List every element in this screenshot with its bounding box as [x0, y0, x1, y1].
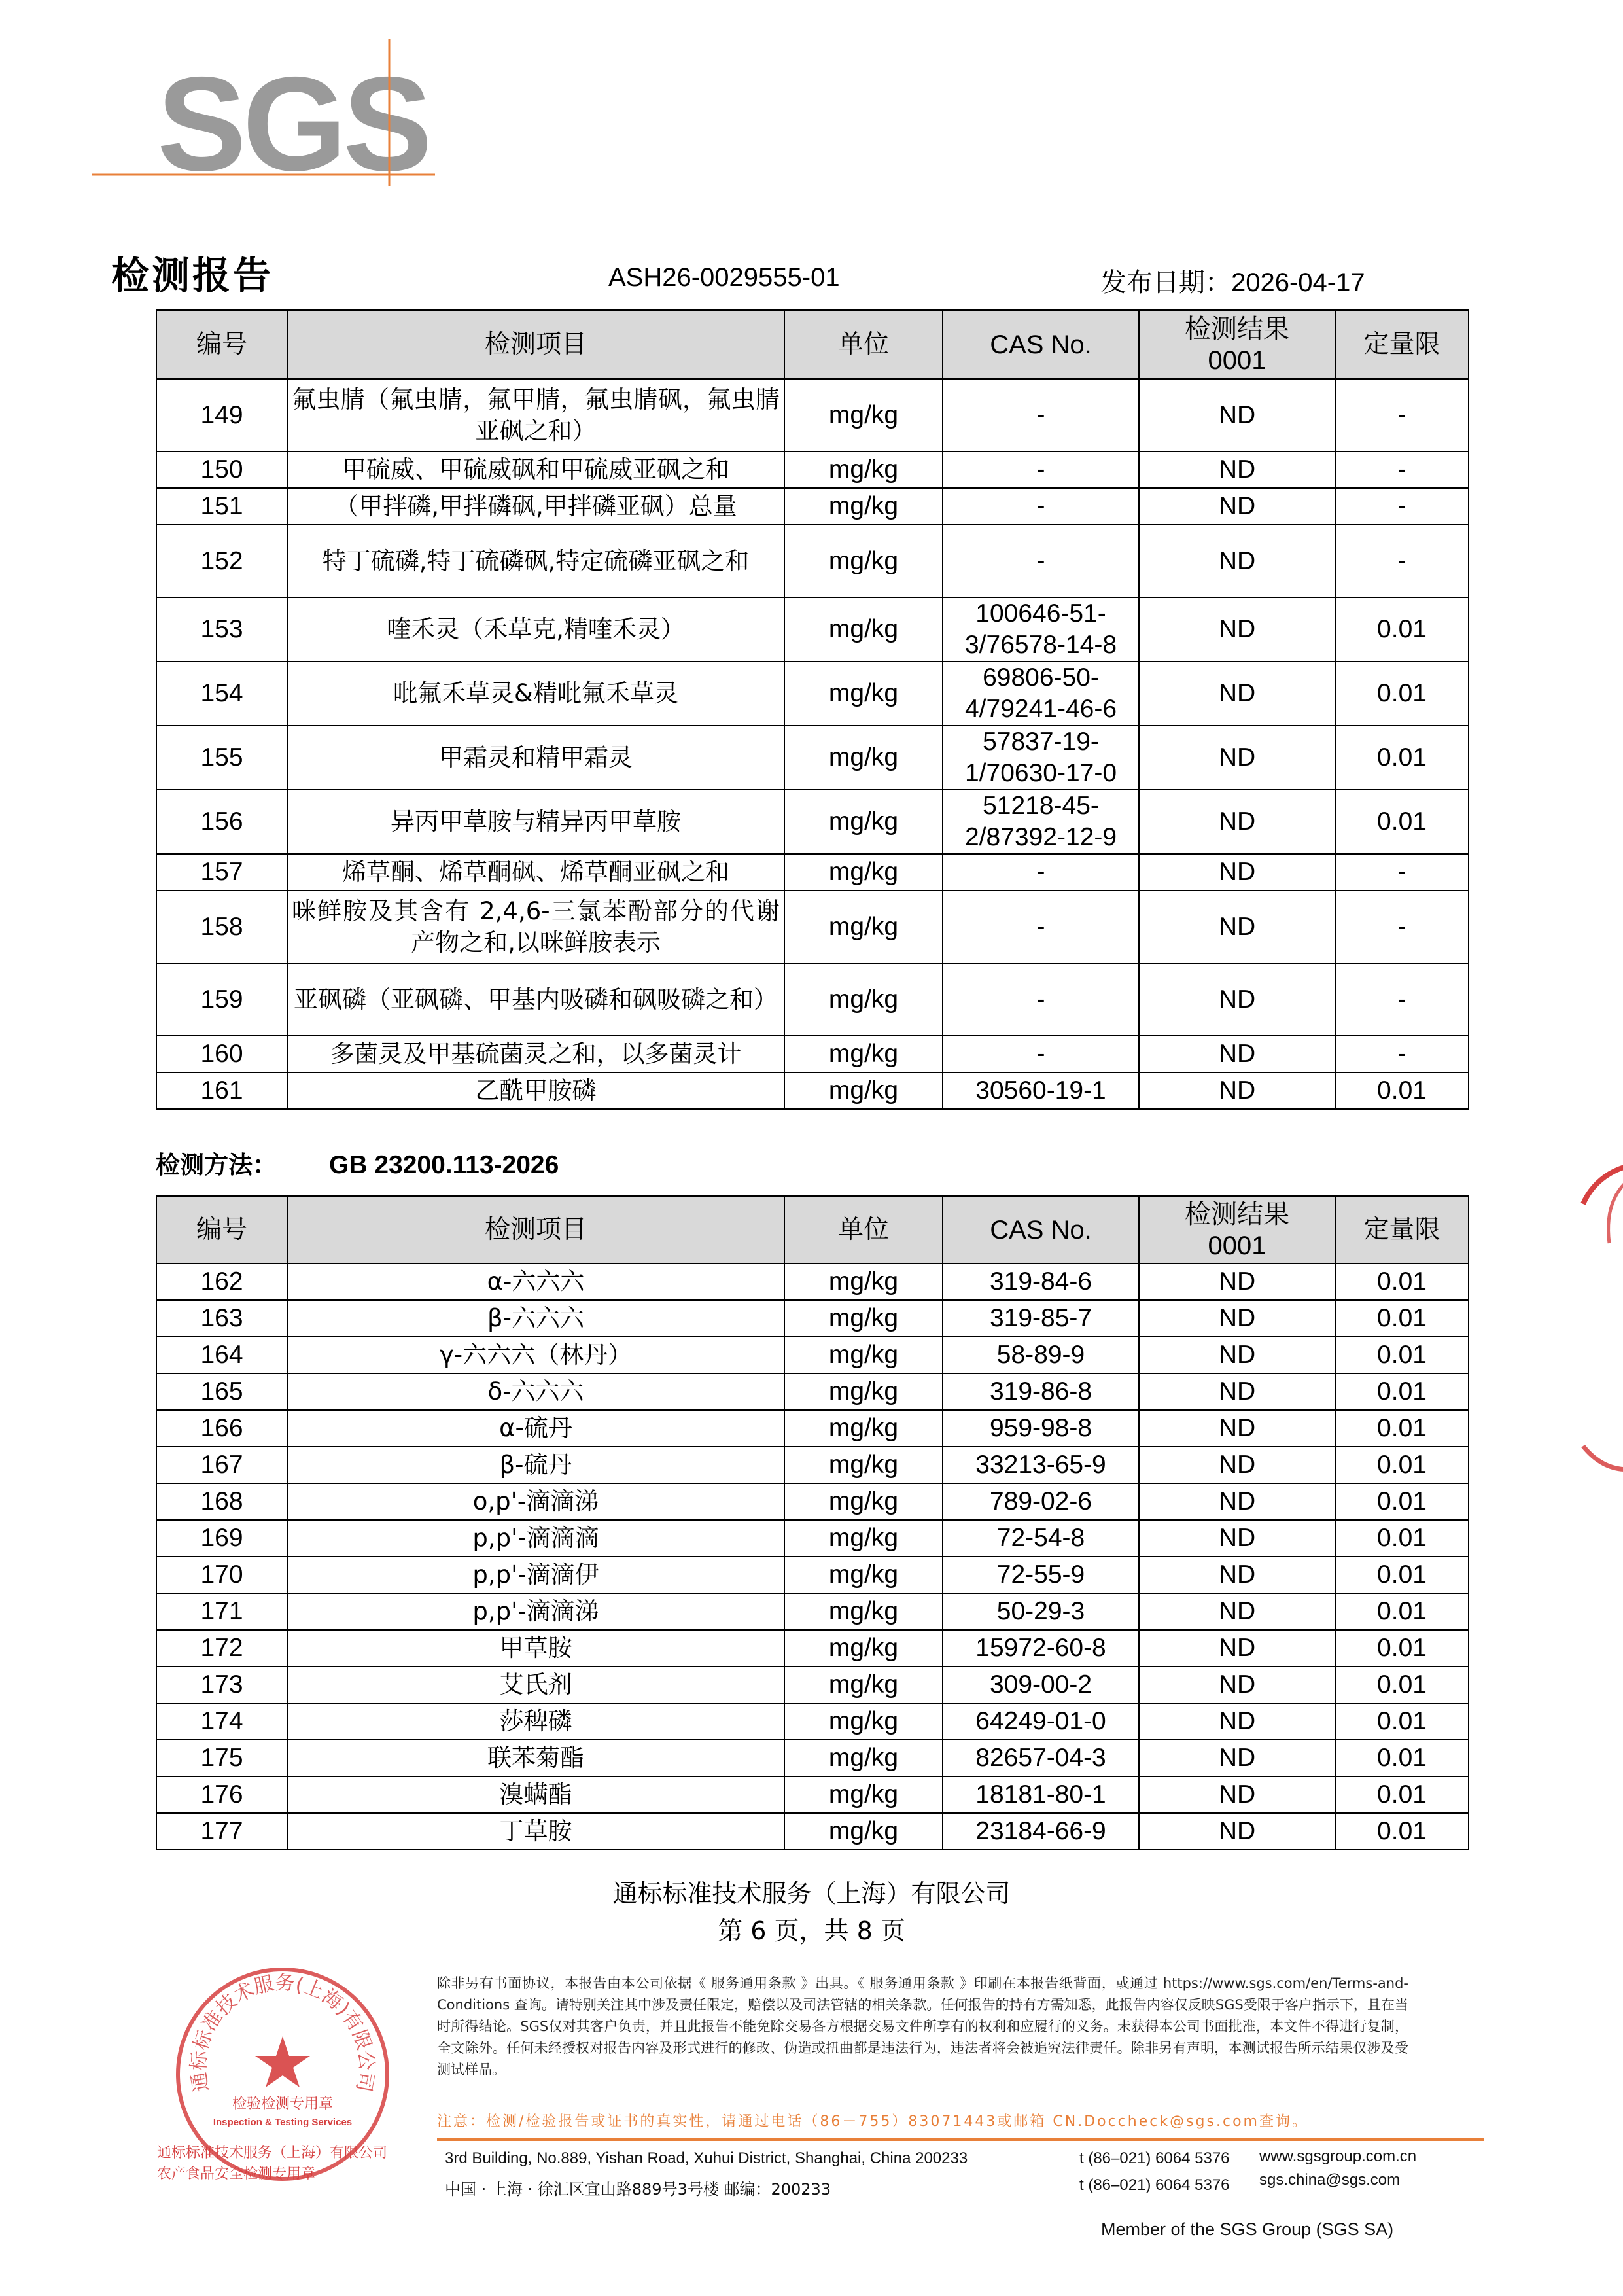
telephone-1: t (86–021) 6064 5376: [1079, 2149, 1230, 2167]
row-item: 甲霜灵和精甲霜灵: [287, 726, 784, 790]
row-unit: mg/kg: [784, 1703, 943, 1740]
row-cas: 33213-65-9: [943, 1447, 1139, 1483]
row-cas: 18181-80-1: [943, 1776, 1139, 1813]
row-cas: 50-29-3: [943, 1593, 1139, 1630]
row-result: ND: [1139, 1263, 1335, 1300]
row-cas: 319-85-7: [943, 1300, 1139, 1337]
row-number: 159: [156, 963, 287, 1036]
row-loq: 0.01: [1335, 597, 1469, 662]
table-row: [156, 1667, 1469, 1703]
row-result: ND: [1139, 597, 1335, 662]
row-loq: -: [1335, 963, 1469, 1036]
row-unit: mg/kg: [784, 1410, 943, 1447]
row-unit: mg/kg: [784, 1263, 943, 1300]
row-cas: 58-89-9: [943, 1337, 1139, 1373]
table-row: [156, 1447, 1469, 1483]
row-result: ND: [1139, 1036, 1335, 1072]
row-number: 172: [156, 1630, 287, 1667]
seal-center-text: 检验检测专用章: [232, 2096, 334, 2112]
row-number: 158: [156, 891, 287, 963]
table-row: [156, 1337, 1469, 1373]
row-result: ND: [1139, 1630, 1335, 1667]
disclaimer-text: 除非另有书面协议，本报告由本公司依据《 服务通用条款 》出具。《 服务通用条款 》印刷在本报告纸背面，或通过 https://www.sgs.com/en/Terms-and-Conditions 查询。请特别关注其中涉及责任限定，赔偿以及司法管辖的相关条款。任何报告的持有方需知悉，此报告内容仅反映SGS受限于客户指示下，且在当时所得结论。SGS仅对其客户负责，并且此报告不能免除交易各方根据交易文件所享有的权利和应履行的义务。未获得本公司书面批准，本文件不得进行复制，全文除外。任何未经授权对报告内容及形式进行的修改、伪造或扭曲都是违法行为，违法者将会被追究法律责任。除非另有声明，本测试报告所示结果仅涉及受测试样品。: [437, 1975, 1408, 2077]
table-row: [156, 488, 1469, 525]
row-number: 156: [156, 790, 287, 854]
row-loq: 0.01: [1335, 1483, 1469, 1520]
row-loq: 0.01: [1335, 790, 1469, 854]
table-row: [156, 1072, 1469, 1109]
row-item: 特丁硫磷,特丁硫磷砜,特定硫磷亚砜之和: [287, 525, 784, 597]
row-cas: 51218-45-2/87392-12-9: [943, 790, 1139, 854]
table-row: [156, 963, 1469, 1036]
row-loq: 0.01: [1335, 1520, 1469, 1557]
sgs-member-line: Member of the SGS Group (SGS SA): [1101, 2219, 1394, 2239]
row-number: 165: [156, 1373, 287, 1410]
row-loq: 0.01: [1335, 1410, 1469, 1447]
row-cas: 23184-66-9: [943, 1813, 1139, 1850]
table-row: [156, 1520, 1469, 1557]
row-number: 164: [156, 1337, 287, 1373]
row-cas: -: [943, 854, 1139, 891]
header-unit: 单位: [784, 310, 943, 379]
row-number: 152: [156, 525, 287, 597]
row-loq: 0.01: [1335, 1557, 1469, 1593]
email-link[interactable]: sgs.china@sgs.com: [1259, 2171, 1401, 2189]
row-cas: 30560-19-1: [943, 1072, 1139, 1109]
row-result: ND: [1139, 891, 1335, 963]
row-cas: 309-00-2: [943, 1667, 1139, 1703]
row-loq: 0.01: [1335, 1776, 1469, 1813]
table-row: [156, 1483, 1469, 1520]
row-result: ND: [1139, 525, 1335, 597]
table-row: [156, 451, 1469, 488]
seal-caption-line2: 农产食品安全检测专用章: [157, 2166, 316, 2182]
results-table-2: [156, 1195, 1469, 1850]
row-item: 吡氟禾草灵&精吡氟禾草灵: [287, 662, 784, 726]
seal-caption-line1: 通标标准技术服务（上海）有限公司: [157, 2145, 388, 2161]
row-number: 168: [156, 1483, 287, 1520]
row-item: 喹禾灵（禾草克,精喹禾灵）: [287, 597, 784, 662]
row-loq: 0.01: [1335, 1740, 1469, 1776]
website-link[interactable]: www.sgsgroup.com.cn: [1259, 2147, 1417, 2165]
row-item: β-六六六: [287, 1300, 784, 1337]
method-standard: GB 23200.113-2026: [329, 1151, 559, 1179]
row-result: ND: [1139, 1410, 1335, 1447]
table-row: [156, 1410, 1469, 1447]
row-unit: mg/kg: [784, 525, 943, 597]
row-item: 甲草胺: [287, 1630, 784, 1667]
row-result: ND: [1139, 379, 1335, 451]
row-loq: 0.01: [1335, 1813, 1469, 1850]
row-unit: mg/kg: [784, 1337, 943, 1373]
table-row: [156, 1373, 1469, 1410]
header-result-line1: 检测结果: [1185, 313, 1289, 344]
row-result: ND: [1139, 1447, 1335, 1483]
row-item: p,p'-滴滴涕: [287, 1593, 784, 1630]
row-cas: -: [943, 488, 1139, 525]
row-loq: 0.01: [1335, 1447, 1469, 1483]
header-loq: 定量限: [1335, 1196, 1469, 1263]
page-number: 第 6 页，共 8 页: [718, 1916, 905, 1945]
row-item: 乙酰甲胺磷: [287, 1072, 784, 1109]
row-result: ND: [1139, 1740, 1335, 1776]
row-unit: mg/kg: [784, 1447, 943, 1483]
row-unit: mg/kg: [784, 488, 943, 525]
row-result: ND: [1139, 790, 1335, 854]
row-item: 亚砜磷（亚砜磷、甲基内吸磷和砜吸磷之和）: [287, 963, 784, 1036]
row-loq: 0.01: [1335, 1263, 1469, 1300]
authenticity-notice: 注意：检测/检验报告或证书的真实性，请通过电话（86－755）83071443或邮箱 CN.Doccheck@sgs.com查询。: [437, 2113, 1308, 2130]
header-unit: 单位: [784, 1196, 943, 1263]
row-result: ND: [1139, 726, 1335, 790]
row-number: 167: [156, 1447, 287, 1483]
table-row: [156, 1036, 1469, 1072]
table-header-row: [156, 1196, 1469, 1263]
row-number: 174: [156, 1703, 287, 1740]
header-result-line1: 检测结果: [1185, 1199, 1289, 1229]
row-number: 177: [156, 1813, 287, 1850]
row-number: 151: [156, 488, 287, 525]
row-result: ND: [1139, 1300, 1335, 1337]
row-loq: -: [1335, 1036, 1469, 1072]
row-loq: -: [1335, 891, 1469, 963]
report-number: ASH26-0029555-01: [608, 263, 840, 292]
row-unit: mg/kg: [784, 1520, 943, 1557]
row-item: δ-六六六: [287, 1373, 784, 1410]
header-cas: CAS No.: [943, 310, 1139, 379]
header-result-line2: 0001: [1208, 345, 1266, 375]
header-no: 编号: [156, 1196, 287, 1263]
row-loq: 0.01: [1335, 662, 1469, 726]
row-number: 157: [156, 854, 287, 891]
row-unit: mg/kg: [784, 790, 943, 854]
row-cas: -: [943, 525, 1139, 597]
row-item: α-六六六: [287, 1263, 784, 1300]
row-result: ND: [1139, 1776, 1335, 1813]
header-cas: CAS No.: [943, 1196, 1139, 1263]
row-item: p,p'-滴滴滴: [287, 1520, 784, 1557]
seal-caption: [157, 2143, 387, 2185]
row-cas: -: [943, 379, 1139, 451]
row-number: 175: [156, 1740, 287, 1776]
seal-center-text-en: Inspection & Testing Services: [213, 2117, 353, 2128]
row-result: ND: [1139, 1373, 1335, 1410]
row-item: γ-六六六（林丹）: [287, 1337, 784, 1373]
table-row: [156, 597, 1469, 662]
row-cas: 69806-50-4/79241-46-6: [943, 662, 1139, 726]
row-result: ND: [1139, 963, 1335, 1036]
row-unit: mg/kg: [784, 891, 943, 963]
row-number: 155: [156, 726, 287, 790]
row-unit: mg/kg: [784, 1300, 943, 1337]
row-unit: mg/kg: [784, 1667, 943, 1703]
row-result: ND: [1139, 1072, 1335, 1109]
row-unit: mg/kg: [784, 1776, 943, 1813]
row-unit: mg/kg: [784, 1483, 943, 1520]
row-number: 169: [156, 1520, 287, 1557]
row-number: 160: [156, 1036, 287, 1072]
row-result: ND: [1139, 451, 1335, 488]
row-loq: -: [1335, 525, 1469, 597]
row-cas: 72-54-8: [943, 1520, 1139, 1557]
row-result: ND: [1139, 1557, 1335, 1593]
row-result: ND: [1139, 1813, 1335, 1850]
footer-divider: [437, 2138, 1484, 2141]
table-row: [156, 1300, 1469, 1337]
row-number: 173: [156, 1667, 287, 1703]
row-unit: mg/kg: [784, 963, 943, 1036]
table-row: [156, 1703, 1469, 1740]
row-cas: -: [943, 891, 1139, 963]
table-1-body: [156, 379, 1469, 1109]
row-item: 溴螨酯: [287, 1776, 784, 1813]
row-number: 171: [156, 1593, 287, 1630]
svg-text:SGS: SGS: [157, 49, 428, 196]
telephone-2: t (86–021) 6064 5376: [1079, 2176, 1230, 2194]
row-loq: 0.01: [1335, 1300, 1469, 1337]
row-cas: 64249-01-0: [943, 1703, 1139, 1740]
sgs-logo: [92, 39, 445, 196]
row-number: 153: [156, 597, 287, 662]
row-cas: 72-55-9: [943, 1557, 1139, 1593]
seal-ring-text: 通标标准技术服务(上海)有限公司: [187, 1971, 378, 2094]
row-unit: mg/kg: [784, 1740, 943, 1776]
row-unit: mg/kg: [784, 597, 943, 662]
table-row: [156, 662, 1469, 726]
row-unit: mg/kg: [784, 1593, 943, 1630]
header-result: [1139, 310, 1335, 379]
row-loq: 0.01: [1335, 1337, 1469, 1373]
table-row: [156, 891, 1469, 963]
table-row: [156, 1593, 1469, 1630]
table-row: [156, 525, 1469, 597]
row-loq: 0.01: [1335, 1373, 1469, 1410]
row-number: 150: [156, 451, 287, 488]
row-loq: 0.01: [1335, 1703, 1469, 1740]
row-unit: mg/kg: [784, 854, 943, 891]
row-result: ND: [1139, 1337, 1335, 1373]
row-cas: 82657-04-3: [943, 1740, 1139, 1776]
row-unit: mg/kg: [784, 379, 943, 451]
row-item: o,p'-滴滴涕: [287, 1483, 784, 1520]
row-unit: mg/kg: [784, 1072, 943, 1109]
row-item: 莎稗磷: [287, 1703, 784, 1740]
row-result: ND: [1139, 488, 1335, 525]
row-item: 异丙甲草胺与精异丙甲草胺: [287, 790, 784, 854]
row-loq: -: [1335, 488, 1469, 525]
row-loq: 0.01: [1335, 1667, 1469, 1703]
address-cn: 中国 · 上海 · 徐汇区宜山路889号3号楼 邮编：200233: [445, 2180, 831, 2199]
test-method: [156, 1145, 559, 1180]
header-result: [1139, 1196, 1335, 1263]
row-result: ND: [1139, 854, 1335, 891]
row-item: 多菌灵及甲基硫菌灵之和，以多菌灵计: [287, 1036, 784, 1072]
table-row: [156, 790, 1469, 854]
table-row: [156, 1630, 1469, 1667]
table-row: [156, 1263, 1469, 1300]
row-result: ND: [1139, 1483, 1335, 1520]
table-row: [156, 1740, 1469, 1776]
row-number: 176: [156, 1776, 287, 1813]
row-cas: -: [943, 451, 1139, 488]
row-number: 162: [156, 1263, 287, 1300]
row-result: ND: [1139, 1667, 1335, 1703]
table-header-row: [156, 310, 1469, 379]
row-unit: mg/kg: [784, 726, 943, 790]
row-number: 154: [156, 662, 287, 726]
table-row: [156, 1776, 1469, 1813]
row-loq: -: [1335, 379, 1469, 451]
report-title: 检测报告: [111, 253, 274, 298]
table-row: [156, 854, 1469, 891]
row-loq: 0.01: [1335, 1072, 1469, 1109]
row-item: 联苯菊酯: [287, 1740, 784, 1776]
table-row: [156, 379, 1469, 451]
side-seal: [1570, 1152, 1623, 1492]
table-2-body: [156, 1263, 1469, 1850]
row-unit: mg/kg: [784, 1373, 943, 1410]
row-item: p,p'-滴滴伊: [287, 1557, 784, 1593]
row-number: 161: [156, 1072, 287, 1109]
row-result: ND: [1139, 1593, 1335, 1630]
row-number: 163: [156, 1300, 287, 1337]
company-name: 通标标准技术服务（上海）有限公司: [612, 1879, 1011, 1908]
header-loq: 定量限: [1335, 310, 1469, 379]
row-cas: 789-02-6: [943, 1483, 1139, 1520]
row-cas: -: [943, 1036, 1139, 1072]
row-number: 170: [156, 1557, 287, 1593]
row-item: 丁草胺: [287, 1813, 784, 1850]
row-unit: mg/kg: [784, 1813, 943, 1850]
row-unit: mg/kg: [784, 1630, 943, 1667]
row-cas: 57837-19-1/70630-17-0: [943, 726, 1139, 790]
row-unit: mg/kg: [784, 1557, 943, 1593]
row-item: 氟虫腈（氟虫腈，氟甲腈，氟虫腈砜，氟虫腈亚砜之和）: [287, 379, 784, 451]
row-cas: 100646-51-3/76578-14-8: [943, 597, 1139, 662]
row-loq: 0.01: [1335, 1630, 1469, 1667]
row-cas: 15972-60-8: [943, 1630, 1139, 1667]
row-unit: mg/kg: [784, 1036, 943, 1072]
row-unit: mg/kg: [784, 662, 943, 726]
row-item: 咪鲜胺及其含有 2,4,6-三氯苯酚部分的代谢产物之和,以咪鲜胺表示: [287, 891, 784, 963]
row-number: 149: [156, 379, 287, 451]
row-result: ND: [1139, 1520, 1335, 1557]
address-en: 3rd Building, No.889, Yishan Road, Xuhui District, Shanghai, China 200233: [445, 2149, 968, 2167]
issue-date: 发布日期：2026-04-17: [1100, 268, 1365, 297]
row-result: ND: [1139, 1703, 1335, 1740]
row-number: 166: [156, 1410, 287, 1447]
header-result-line2: 0001: [1208, 1231, 1266, 1260]
results-table-1: [156, 309, 1469, 1110]
row-cas: 959-98-8: [943, 1410, 1139, 1447]
row-loq: -: [1335, 451, 1469, 488]
row-result: ND: [1139, 662, 1335, 726]
row-item: 艾氏剂: [287, 1667, 784, 1703]
table-row: [156, 1557, 1469, 1593]
table-row: [156, 1813, 1469, 1850]
row-loq: 0.01: [1335, 726, 1469, 790]
row-cas: -: [943, 963, 1139, 1036]
row-item: 甲硫威、甲硫威砜和甲硫威亚砜之和: [287, 451, 784, 488]
row-item: 烯草酮、烯草酮砜、烯草酮亚砜之和: [287, 854, 784, 891]
row-item: β-硫丹: [287, 1447, 784, 1483]
row-loq: 0.01: [1335, 1593, 1469, 1630]
row-loq: -: [1335, 854, 1469, 891]
row-unit: mg/kg: [784, 451, 943, 488]
row-item: （甲拌磷,甲拌磷砜,甲拌磷亚砜）总量: [287, 488, 784, 525]
row-item: α-硫丹: [287, 1410, 784, 1447]
header-item: 检测项目: [287, 1196, 784, 1263]
header-item: 检测项目: [287, 310, 784, 379]
row-cas: 319-86-8: [943, 1373, 1139, 1410]
header-no: 编号: [156, 310, 287, 379]
method-label: 检测方法：: [156, 1151, 277, 1179]
table-row: [156, 726, 1469, 790]
row-cas: 319-84-6: [943, 1263, 1139, 1300]
